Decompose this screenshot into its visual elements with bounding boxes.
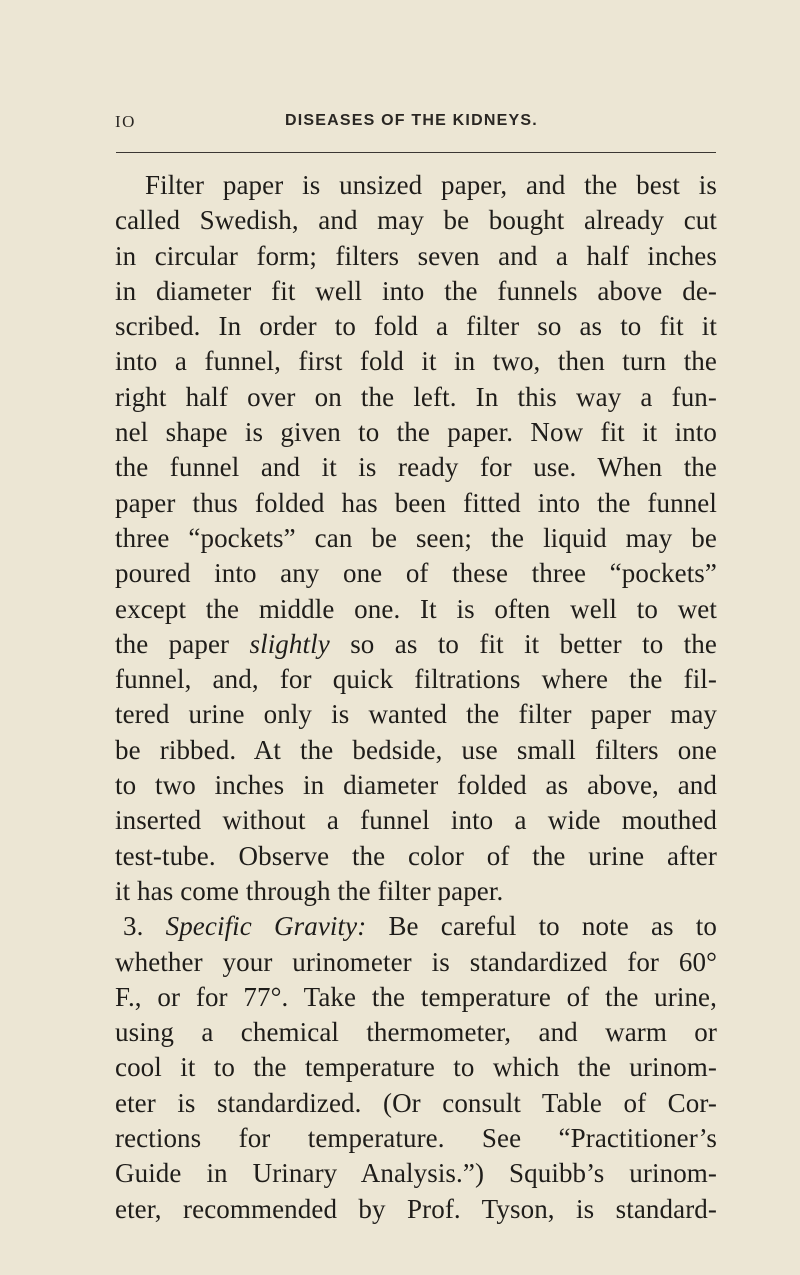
text-line: in circular form; filters seven and a half inches (115, 240, 717, 271)
text-line: eter, recommended by Prof. Tyson, is standard- (115, 1193, 717, 1224)
text-line: tered urine only is wanted the filter paper may (115, 699, 717, 730)
text-line: nel shape is given to the paper. Now fit it into (115, 417, 717, 448)
text-line: rections for temperature. See “Practitioner’s (115, 1123, 717, 1154)
italic-text: slightly (249, 628, 330, 659)
text-line: inserted without a funnel into a wide mouthed (115, 805, 717, 836)
text-line: it has come through the filter paper. (115, 875, 504, 906)
text-line: funnel, and, for quick filtrations where the fil- (115, 664, 717, 695)
page-number: IO (115, 112, 136, 131)
page-header (115, 108, 715, 138)
text-run: so as to fit it better to the (350, 628, 717, 659)
text-line: F., or for 77°. Take the temperature of the urine, (115, 981, 717, 1012)
text-line: Filter paper is unsized paper, and the best is (145, 170, 717, 200)
text-run: the paper (115, 628, 230, 659)
section-number: 3. (123, 911, 144, 942)
body-text (115, 168, 717, 1227)
text-line: Guide in Urinary Analysis.”) Squibb’s urinom- (115, 1158, 717, 1189)
text-line: test-tube. Observe the color of the urine after (115, 840, 717, 871)
text-line: three “pockets” can be seen; the liquid may be (115, 522, 717, 553)
section-heading: Specific Gravity: (165, 911, 367, 942)
text-run: Be careful to note as to (388, 911, 718, 942)
text-line (115, 627, 717, 662)
text-line: be ribbed. At the bedside, use small filters one (115, 734, 717, 765)
text-line: using a chemical thermometer, and warm or (115, 1017, 717, 1048)
text-line: called Swedish, and may be bought already cut (115, 205, 717, 236)
text-line: paper thus folded has been fitted into the funnel (115, 487, 717, 518)
running-head: DISEASES OF THE KIDNEYS. (285, 112, 538, 129)
text-line: except the middle one. It is often well to wet (115, 593, 717, 624)
text-line: eter is standardized. (Or consult Table of Cor- (115, 1087, 717, 1118)
text-line (115, 909, 717, 944)
text-line: to two inches in diameter folded as above, and (115, 770, 717, 801)
text-line: into a funnel, first fold it in two, then turn the (115, 346, 717, 377)
text-line: the funnel and it is ready for use. When the (115, 452, 717, 483)
text-line: scribed. In order to fold a filter so as to fit it (115, 311, 717, 342)
text-line: in diameter fit well into the funnels above de- (115, 275, 717, 306)
text-line: poured into any one of these three “pockets” (115, 558, 717, 589)
text-line: cool it to the temperature to which the urinom- (115, 1052, 717, 1083)
text-line: right half over on the left. In this way a fun- (115, 381, 717, 412)
text-line: whether your urinometer is standardized for 60° (115, 946, 717, 977)
header-rule (116, 152, 716, 153)
